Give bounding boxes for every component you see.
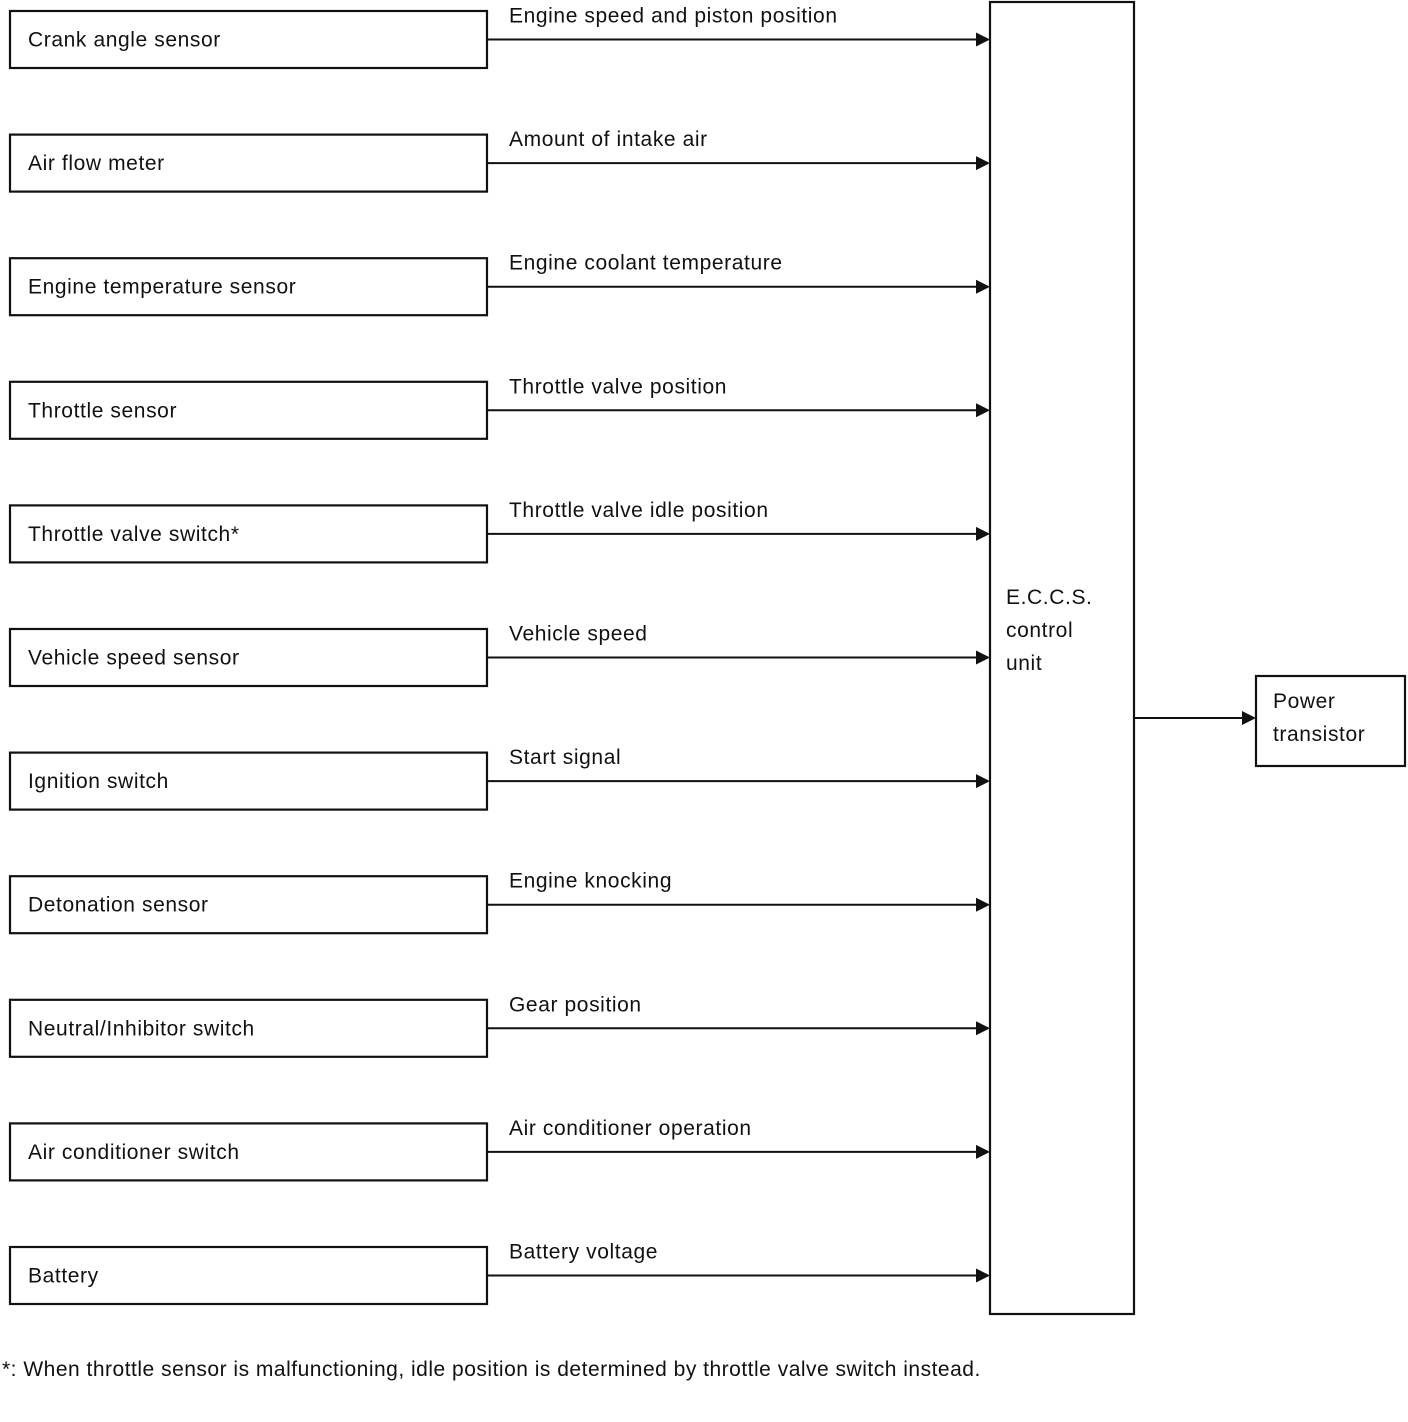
signal-label-ignition-switch: Start signal: [509, 746, 622, 770]
signal-label-throttle-valve-switch: Throttle valve idle position: [509, 498, 769, 522]
signal-label-detonation-sensor: Engine knocking: [509, 869, 673, 893]
arrow-head-icon: [976, 1145, 990, 1159]
ecu-label-line-3: unit: [1006, 652, 1043, 675]
signal-label-battery: Battery voltage: [509, 1240, 659, 1264]
sensor-label-ignition-switch: Ignition switch: [28, 770, 169, 794]
arrow-head-icon: [976, 774, 990, 788]
signal-label-air-flow-meter: Amount of intake air: [509, 128, 708, 152]
sensor-label-throttle-valve-switch: Throttle valve switch*: [28, 522, 240, 546]
arrow-head-icon: [976, 33, 990, 47]
sensor-label-throttle-sensor: Throttle sensor: [28, 399, 178, 423]
sensor-label-air-conditioner-switch: Air conditioner switch: [28, 1140, 240, 1164]
arrow-head-icon: [976, 156, 990, 170]
ecu-label-line-2: control: [1006, 619, 1074, 642]
sensor-label-detonation-sensor: Detonation sensor: [28, 893, 209, 917]
input-row-engine-temperature-sensor: [10, 252, 990, 316]
signal-label-crank-angle-sensor: Engine speed and piston position: [509, 4, 838, 28]
input-row-neutral-inhibitor-switch: [10, 993, 990, 1057]
signal-label-air-conditioner-switch: Air conditioner operation: [509, 1116, 752, 1140]
signal-label-neutral-inhibitor-switch: Gear position: [509, 993, 642, 1017]
input-row-detonation-sensor: [10, 870, 990, 934]
sensor-label-engine-temperature-sensor: Engine temperature sensor: [28, 275, 297, 299]
sensor-label-air-flow-meter: Air flow meter: [28, 152, 165, 176]
footnote: *: When throttle sensor is malfunctioning, idle position is determined by throttle valve switch instead.: [2, 1358, 981, 1381]
sensor-label-crank-angle-sensor: Crank angle sensor: [28, 28, 221, 52]
input-row-air-flow-meter: [10, 128, 990, 192]
output-arrow-icon: [1242, 711, 1256, 725]
sensor-label-neutral-inhibitor-switch: Neutral/Inhibitor switch: [28, 1017, 255, 1041]
input-row-crank-angle-sensor: [10, 5, 990, 69]
input-row-vehicle-speed-sensor: [10, 623, 990, 687]
signal-label-throttle-sensor: Throttle valve position: [509, 375, 728, 399]
signal-label-engine-temperature-sensor: Engine coolant temperature: [509, 251, 783, 275]
input-row-throttle-sensor: [10, 375, 990, 439]
input-row-throttle-valve-switch: [10, 499, 990, 563]
power-transistor-label-line-2: transistor: [1273, 723, 1366, 746]
arrow-head-icon: [976, 403, 990, 417]
arrow-head-icon: [976, 1021, 990, 1035]
input-row-air-conditioner-switch: [10, 1117, 990, 1181]
arrow-head-icon: [976, 651, 990, 665]
arrow-head-icon: [976, 527, 990, 541]
sensor-label-vehicle-speed-sensor: Vehicle speed sensor: [28, 646, 240, 670]
sensor-label-battery: Battery: [28, 1264, 99, 1288]
arrow-head-icon: [976, 280, 990, 294]
input-row-battery: [10, 1241, 990, 1305]
input-rows: [10, 5, 990, 1305]
arrow-head-icon: [976, 1269, 990, 1283]
arrow-head-icon: [976, 898, 990, 912]
input-row-ignition-switch: [10, 746, 990, 810]
signal-label-vehicle-speed-sensor: Vehicle speed: [509, 622, 648, 646]
ecu-label-line-1: E.C.C.S.: [1006, 586, 1093, 609]
power-transistor-label-line-1: Power: [1273, 690, 1336, 713]
